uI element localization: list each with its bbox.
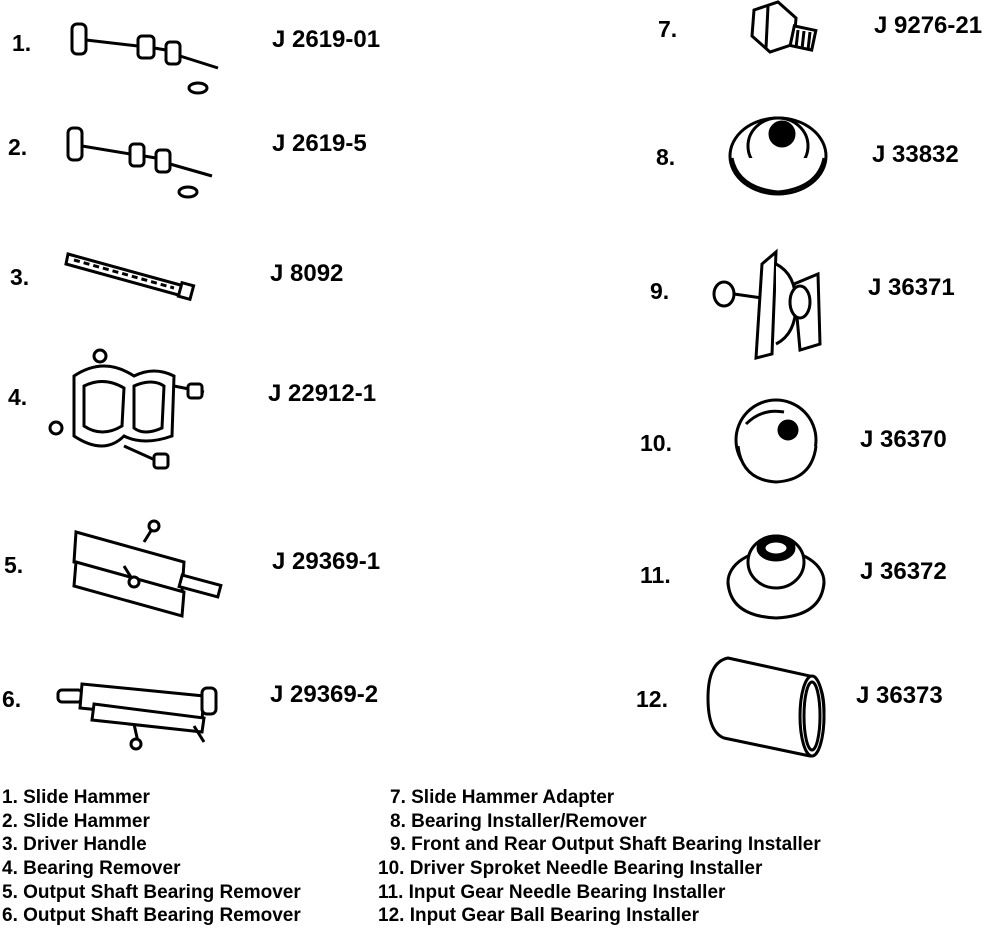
part-number-5: J 29369-1 xyxy=(272,548,381,575)
installer-icon xyxy=(700,652,828,762)
tool-number-6: 6. xyxy=(2,686,22,712)
bearing-remover-icon xyxy=(64,522,234,622)
legend-left xyxy=(2,786,301,928)
installer-icon xyxy=(726,100,836,200)
legend-item: 5. Output Shaft Bearing Remover xyxy=(2,881,301,903)
part-number-3: J 8092 xyxy=(270,260,344,287)
tool-number-2: 2. xyxy=(8,134,28,160)
tool-number-10: 10. xyxy=(640,430,672,456)
legend-item: 6. Output Shaft Bearing Remover xyxy=(2,905,301,927)
legend-item: 8. Bearing Installer/Remover xyxy=(390,810,647,832)
tool-number-3: 3. xyxy=(10,264,30,290)
part-number-7: J 9276-21 xyxy=(874,12,983,39)
driver-handle-icon xyxy=(64,246,204,306)
part-number-8: J 33832 xyxy=(872,141,959,168)
tool-number-4: 4. xyxy=(8,384,28,410)
legend-item: 4. Bearing Remover xyxy=(2,858,181,880)
part-number-11: J 36372 xyxy=(860,558,947,585)
bearing-remover-icon xyxy=(44,346,224,476)
part-number-4: J 22912-1 xyxy=(268,380,377,407)
tool-number-12: 12. xyxy=(636,686,668,712)
legend-item: 1. Slide Hammer xyxy=(2,787,150,808)
legend-item: 3. Driver Handle xyxy=(2,834,147,856)
legend-item: 7. Slide Hammer Adapter xyxy=(390,787,615,808)
part-number-9: J 36371 xyxy=(868,274,955,301)
tool-number-1: 1. xyxy=(12,30,32,56)
part-number-2: J 2619-5 xyxy=(272,130,367,157)
part-number-1: J 2619-01 xyxy=(272,26,381,53)
tool-number-7: 7. xyxy=(658,16,678,42)
tool-number-9: 9. xyxy=(650,278,670,304)
part-number-6: J 29369-2 xyxy=(270,681,379,708)
slide-hammer-icon xyxy=(68,18,228,98)
legend-item: 12. Input Gear Ball Bearing Installer xyxy=(378,905,699,927)
legend-item: 9. Front and Rear Output Shaft Bearing Installer xyxy=(390,834,821,856)
adapter-icon xyxy=(738,0,828,70)
tool-number-11: 11. xyxy=(640,562,671,588)
slide-hammer-icon xyxy=(64,124,224,204)
legend-item: 2. Slide Hammer xyxy=(2,810,150,832)
tool-number-5: 5. xyxy=(4,552,24,578)
bearing-remover-icon xyxy=(54,674,224,754)
legend-item: 10. Driver Sproket Needle Bearing Installer xyxy=(378,858,763,880)
legend-right xyxy=(378,786,821,928)
tool-number-8: 8. xyxy=(656,144,676,170)
part-number-12: J 36373 xyxy=(856,682,943,709)
installer-icon xyxy=(732,396,824,484)
legend-item: 11. Input Gear Needle Bearing Installer xyxy=(378,881,726,903)
installer-icon xyxy=(706,244,836,364)
part-number-10: J 36370 xyxy=(860,426,947,453)
installer-icon xyxy=(724,522,828,626)
